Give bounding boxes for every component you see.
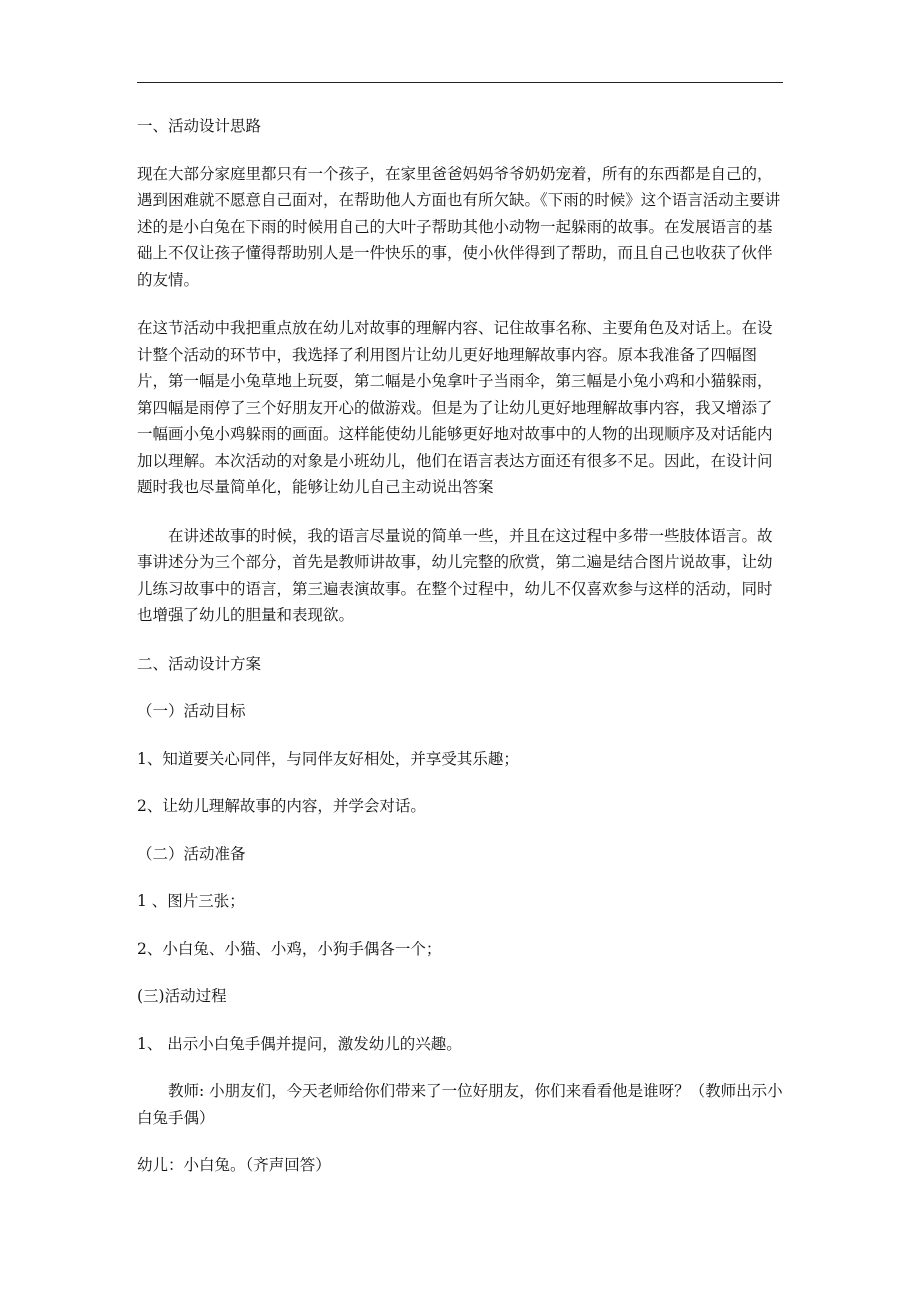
process-step-1: 1、 出示小白兔手偶并提问，激发幼儿的兴趣。 <box>137 1034 462 1053</box>
paragraph-focus: 在这节活动中我把重点放在幼儿对故事的理解内容、记住故事名称、主要角色及对话上。在设计整个活动的环节中，我选择了利用图片让幼儿更好地理解故事内容。原本我准备了四幅图片，第一幅是小兔草地上玩耍，第二幅是小兔拿叶子当雨伞，第三幅是小兔小鸡和小猫躲雨，第四幅是雨停了三个好朋友开心的做游戏。但是为了让幼儿更好地理解故事内容，我又增添了一幅画小兔小鸡躲雨的画面。这样能使幼儿能够更好地对故事中的人物的出现顺序及对话能内加以理解。本次活动的对象是小班幼儿，他们在语言表达方面还有很多不足。因此，在设计问题时我也尽量简单化，能够让幼儿自己主动说出答案 <box>137 319 773 496</box>
goals-title: （一）活动目标 <box>137 702 246 720</box>
child-dialogue: 幼儿：小白兔。（齐声回答） <box>137 1156 331 1174</box>
section2-title: 二、活动设计方案 <box>137 654 262 673</box>
prep-title: （二）活动准备 <box>137 844 246 863</box>
prep-item-1: 1 、图片三张； <box>137 892 245 910</box>
goal-item-2: 2、让幼儿理解故事的内容，并学会对话。 <box>137 797 426 815</box>
section1-title: 一、活动设计思路 <box>137 117 262 135</box>
teacher-dialogue: 教师: 小朋友们，今天老师给你们带来了一位好朋友，你们来看看他是谁呀？（教师出示小白兔手偶） <box>137 1082 783 1127</box>
prep-item-2: 2、小白兔、小猫、小鸡，小狗手偶各一个； <box>137 939 442 958</box>
goal-item-1: 1、知道要关心同伴，与同伴友好相处，并享受其乐趣； <box>137 749 519 768</box>
paragraph-storytelling: 在讲述故事的时候，我的语言尽量说的简单一些，并且在这过程中多带一些肢体语言。故事讲述分为三个部分，首先是教师讲故事，幼儿完整的欣赏，第二遍是结合图片说故事，让幼儿练习故事中的语言，第三遍表演故事。在整个过程中，幼儿不仅喜欢参与这样的活动，同时也增强了幼儿的胆量和表现欲。 <box>137 526 773 624</box>
process-title: (三)活动过程 <box>137 987 227 1005</box>
document-body <box>137 113 785 1200</box>
header-rule <box>137 82 783 83</box>
paragraph-design-idea: 现在大部分家庭里都只有一个孩子，在家里爸爸妈妈爷爷奶奶宠着，所有的东西都是自己的，遇到困难就不愿意自己面对，在帮助他人方面也有所欠缺。《下雨的时候》这个语言活动主要讲述的是小白兔在下雨的时候用自己的大叶子帮助其他小动物一起躲雨的故事。在发展语言的基础上不仅让孩子懂得帮助别人是一件快乐的事，使小伙伴得到了帮助，而且自己也收获了伙伴的友情。 <box>137 164 781 289</box>
